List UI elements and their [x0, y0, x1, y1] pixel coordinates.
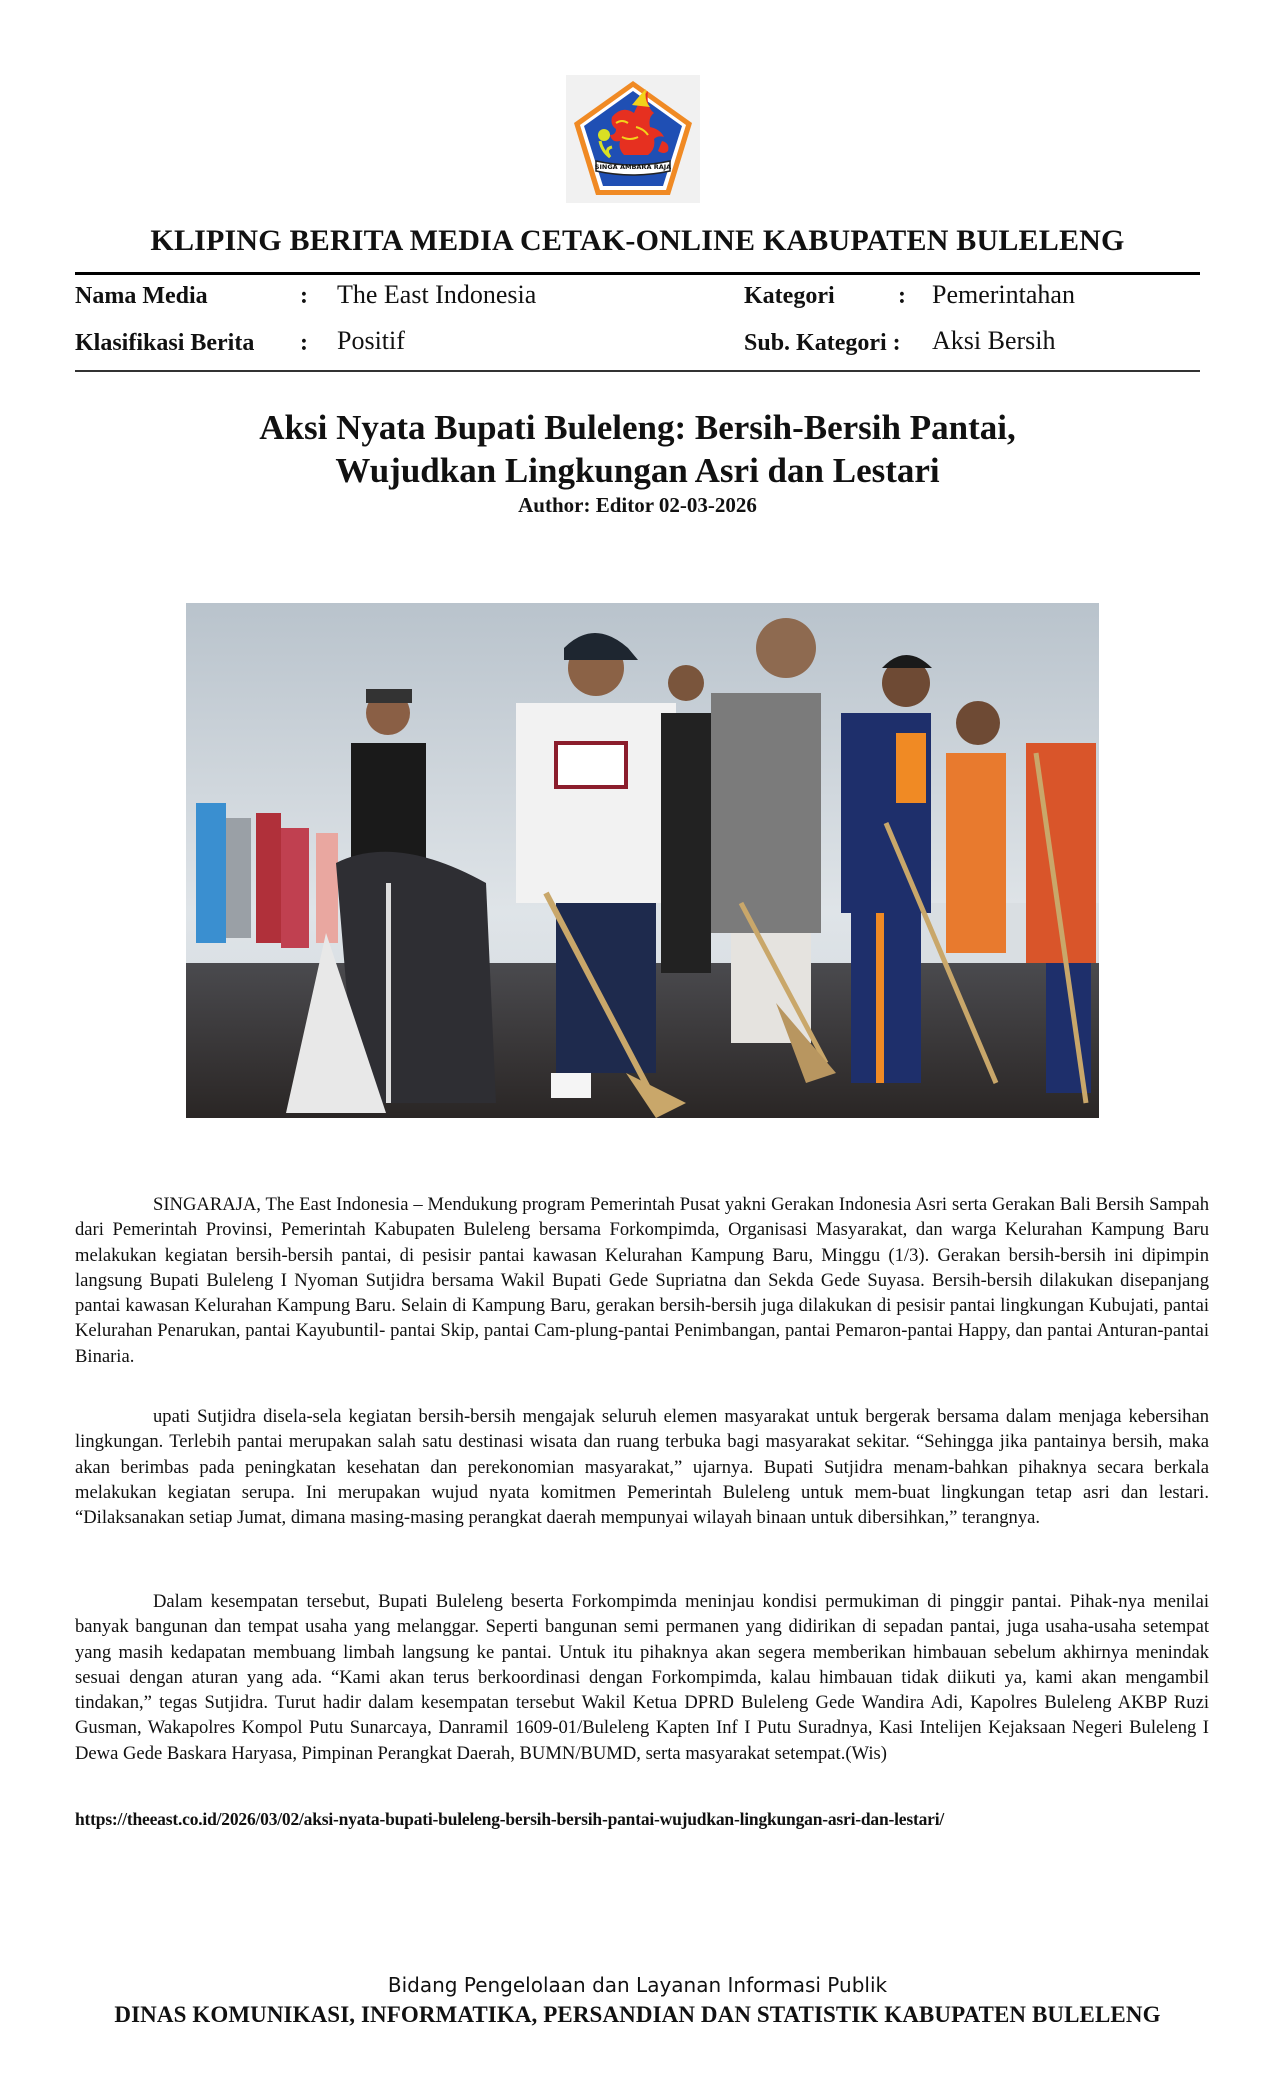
source-url-link[interactable]: https://theeast.co.id/2026/03/02/aksi-nyata-bupati-buleleng-bersih-bersih-pantai-wujudkan-lingkungan-asri-dan-lestari/ — [75, 1809, 945, 1829]
logo-motto: SINGA AMBARA RAJA — [594, 163, 672, 171]
photo-beach-cleanup-icon — [186, 603, 1099, 1118]
klasifikasi-value: Positif — [337, 326, 405, 355]
kategori-label: Kategori — [744, 283, 835, 309]
article-paragraph-3 — [75, 1589, 1209, 1766]
footer-division: Bidang Pengelolaan dan Layanan Informasi Publik — [387, 1973, 888, 1997]
footer-agency: DINAS KOMUNIKASI, INFORMATIKA, PERSANDIAN DAN STATISTIK KABUPATEN BULELENG — [114, 2002, 1161, 2027]
divider-bottom — [75, 370, 1200, 372]
nama-media-value: The East Indonesia — [337, 280, 537, 309]
document-title: KLIPING BERITA MEDIA CETAK-ONLINE KABUPATEN BULELENG — [150, 224, 1125, 257]
klasifikasi-colon: : — [300, 330, 308, 356]
klasifikasi-label: Klasifikasi Berita — [75, 330, 255, 356]
divider-top — [75, 272, 1200, 275]
paragraph-text: Dalam kesempatan tersebut, Bupati Buleleng beserta Forkompimda meninjau kondisi permukiman di pinggir pantai. Pihak-nya menilai banyak bangunan dan tempat usaha yang melanggar. Seperti bangunan semi permanen yang didirikan di sepadan pantai, juga usaha-usaha setempat yang masih kedapatan membuang limbah langsung ke pantai. Untuk itu pihaknya akan segera memberikan himbauan sebelum akhirnya menindak sesuai dengan aturan yang ada. “Kami akan terus berkoordinasi dengan Forkompimda, kalau himbauan tidak diikuti ya, kami akan mengambil tindakan,” tegas Sutjidra. Turut hadir dalam kesempatan tersebut Wakil Ketua DPRD Buleleng Gede Wandira Adi, Kapolres Buleleng AKBP Ruzi Gusman, Wakapolres Kompol Putu Sunarcaya, Danramil 1609-01/Buleleng Kapten Inf I Putu Suradnya, Kasi Intelijen Kejaksaan Negeri Buleleng I Dewa Gede Baskara Haryasa, Pimpinan Perangkat Daerah, BUMN/BUMD, serta masyarakat setempat.(Wis) — [75, 1591, 1209, 1764]
sub-kategori-label: Sub. Kategori : — [744, 330, 901, 356]
nama-media-label: Nama Media — [75, 283, 208, 309]
article-byline: Author: Editor 02-03-2026 — [518, 493, 757, 517]
article-headline — [0, 406, 1275, 492]
crest-icon — [566, 75, 700, 203]
kabupaten-buleleng-logo — [566, 75, 700, 203]
headline-line-2: Wujudkan Lingkungan Asri dan Lestari — [335, 451, 940, 490]
headline-line-1: Aksi Nyata Bupati Buleleng: Bersih-Bersih Pantai, — [259, 408, 1016, 447]
kategori-colon: : — [898, 283, 906, 309]
paragraph-text: upati Sutjidra disela-sela kegiatan bersih-bersih mengajak seluruh elemen masyarakat untuk bergerak bersama dalam menjaga kebersihan lingkungan. Terlebih pantai merupakan salah satu destinasi wisata dan ruang terbuka bagi masyarakat sekitar. “Sehingga jika pantainya bersih, maka akan berimbas pada peningkatan kesehatan dan perekonomian masyarakat,” ujarnya. Bupati Sutjidra menam-bahkan pihaknya secara berkala melakukan kegiatan serupa. Ini merupakan wujud nyata komitmen Pemerintah Buleleng untuk mem-buat lingkungan tetap asri dan lestari. “Dilaksanakan setiap Jumat, dimana masing-masing perangkat daerah mempunyai wilayah binaan untuk dibersihkan,” terangnya. — [75, 1406, 1209, 1529]
article-paragraph-1 — [75, 1192, 1209, 1369]
sub-kategori-value: Aksi Bersih — [932, 326, 1056, 355]
nama-media-colon: : — [300, 283, 308, 309]
paragraph-text: SINGARAJA, The East Indonesia – Mendukung program Pemerintah Pusat yakni Gerakan Indonesia Asri serta Gerakan Bali Bersih Sampah dari Pemerintah Provinsi, Pemerintah Kabupaten Buleleng bersama Forkompimda, Organisasi Masyarakat, dan warga Kelurahan Kampung Baru melakukan kegiatan bersih-bersih pantai, di pesisir pantai kawasan Kelurahan Kampung Baru, Minggu (1/3). Gerakan bersih-bersih ini dipimpin langsung Bupati Buleleng I Nyoman Sutjidra bersama Wakil Bupati Gede Supriatna dan Sekda Gede Suyasa. Bersih-bersih dilakukan disepanjang pantai kawasan Kelurahan Kampung Baru. Selain di Kampung Baru, gerakan bersih-bersih juga dilakukan di pesisir pantai lingkungan Kubujati, pantai Kelurahan Penarukan, pantai Kayubuntil- pantai Skip, pantai Cam-plung-pantai Penimbangan, pantai Pemaron-pantai Happy, dan pantai Anturan-pantai Binaria. — [75, 1194, 1209, 1367]
article-paragraph-2 — [75, 1404, 1209, 1530]
kategori-value: Pemerintahan — [932, 280, 1075, 309]
article-photo — [186, 603, 1099, 1118]
